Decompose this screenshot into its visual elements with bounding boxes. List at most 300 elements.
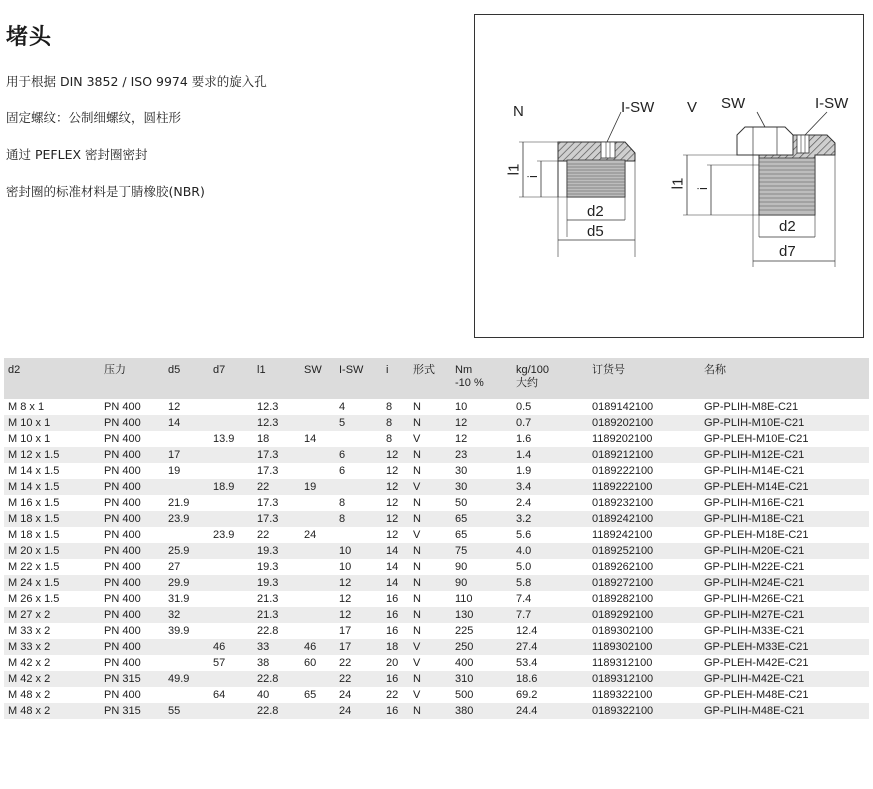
- cell-form: V: [413, 529, 421, 541]
- cell-name: GP-PLIH-M16E-C21: [704, 497, 805, 509]
- cell-sw: [300, 495, 335, 511]
- cell-d2: M 12 x 1.5: [4, 447, 100, 463]
- cell-nm: 10: [455, 401, 468, 413]
- cell-isw: 6: [339, 465, 346, 477]
- table-row: [4, 399, 869, 415]
- cell-isw: 12: [339, 593, 352, 605]
- cell-order: 0189252100: [588, 543, 700, 559]
- cell-name: GP-PLIH-M14E-C21: [704, 465, 805, 477]
- cell-i: 14: [382, 543, 409, 559]
- header-nm: [451, 358, 512, 399]
- cell-d2: M 48 x 2: [4, 703, 100, 719]
- cell-isw: 24: [339, 689, 352, 701]
- header-d7: d7: [209, 358, 253, 399]
- cell-d7: [209, 607, 253, 623]
- cell-d2: M 26 x 1.5: [8, 593, 60, 605]
- cell-form: N: [409, 575, 451, 591]
- cell-d7: [209, 511, 253, 527]
- cell-isw: 5: [335, 415, 382, 431]
- cell-pressure: PN 400: [100, 415, 164, 431]
- cell-l1: 18: [257, 433, 270, 445]
- cell-kg: 12.4: [516, 625, 538, 637]
- page-title: 堵头: [6, 25, 53, 50]
- cell-l1: 17.3: [253, 511, 300, 527]
- header-pressure: 压力: [100, 358, 164, 399]
- cell-name: GP-PLEH-M42E-C21: [704, 657, 809, 669]
- cell-pressure: PN 400: [100, 543, 164, 559]
- cell-order: 0189302100: [592, 625, 654, 637]
- cell-form: V: [409, 639, 451, 655]
- cell-name: GP-PLIH-M22E-C21: [704, 561, 805, 573]
- cell-nm: 75: [451, 543, 512, 559]
- cell-name: GP-PLIH-M24E-C21: [700, 575, 869, 591]
- cell-nm: 65: [451, 511, 512, 527]
- cell-name: GP-PLIH-M18E-C21: [700, 511, 869, 527]
- cell-order: 0189312100: [588, 671, 700, 687]
- cell-name: GP-PLIH-M27E-C21: [700, 607, 869, 623]
- label-v: V: [687, 99, 698, 116]
- cell-isw: 24: [335, 703, 382, 719]
- cell-sw: [300, 575, 335, 591]
- cell-isw: [335, 431, 382, 447]
- cell-l1: 40: [257, 689, 270, 701]
- cell-i: 12: [386, 465, 399, 477]
- cell-kg: 69.2: [516, 689, 538, 701]
- cell-d2: M 33 x 2: [8, 625, 51, 637]
- cell-i: 12: [386, 529, 399, 541]
- cell-i: 12: [382, 511, 409, 527]
- cell-pressure: PN 400: [100, 447, 164, 463]
- cell-nm: 30: [451, 479, 512, 495]
- cell-name: GP-PLEH-M10E-C21: [704, 433, 809, 445]
- cell-i: 18: [382, 639, 409, 655]
- cell-form: N: [409, 543, 451, 559]
- table-body: [4, 399, 869, 719]
- cell-form: N: [409, 607, 451, 623]
- cell-d5: 29.9: [164, 575, 209, 591]
- header-sw: SW: [300, 358, 335, 399]
- table-row: [4, 703, 869, 719]
- cell-isw: 8: [339, 497, 346, 509]
- cell-form: N: [413, 593, 421, 605]
- cell-order: 0189202100: [588, 415, 700, 431]
- cell-isw: [335, 527, 382, 543]
- cell-l1: 19.3: [253, 575, 300, 591]
- cell-pressure: PN 400: [104, 529, 141, 541]
- cell-l1: 12.3: [253, 415, 300, 431]
- cell-form: N: [409, 703, 451, 719]
- cell-l1: 22: [253, 479, 300, 495]
- cell-order: 1189202100: [592, 433, 653, 445]
- spec-table: [4, 358, 869, 719]
- cell-i: 12: [382, 479, 409, 495]
- cell-order: 1189312100: [592, 657, 653, 669]
- cell-form: V: [413, 433, 421, 445]
- cell-form: N: [413, 401, 421, 413]
- cell-form: N: [409, 671, 451, 687]
- cell-d5: 39.9: [168, 625, 190, 637]
- cell-sw: [300, 559, 335, 575]
- cell-i: 8: [386, 433, 393, 445]
- cell-sw: 24: [304, 529, 317, 541]
- label-i-left: i: [524, 175, 540, 178]
- label-d2-left: d2: [587, 203, 604, 220]
- cell-order: 0189142100: [592, 401, 654, 413]
- header-name: 名称: [700, 358, 869, 399]
- cell-order: 0189222100: [592, 465, 654, 477]
- cell-i: 14: [382, 575, 409, 591]
- cell-kg: 3.2: [512, 511, 588, 527]
- cell-isw: 8: [335, 511, 382, 527]
- cell-d5: [164, 479, 209, 495]
- cell-pressure: PN 400: [104, 593, 141, 605]
- cell-d5: [164, 687, 209, 703]
- table-row: [4, 463, 869, 479]
- cell-kg: 0.7: [512, 415, 588, 431]
- cell-nm: 110: [455, 593, 473, 605]
- cell-i: 8: [382, 415, 409, 431]
- cell-kg: 3.4: [512, 479, 588, 495]
- cell-l1: 22.8: [253, 703, 300, 719]
- cell-d5: [164, 527, 209, 543]
- cell-order: 1189322100: [592, 689, 653, 701]
- cell-d7: [209, 575, 253, 591]
- cell-d5: 23.9: [164, 511, 209, 527]
- cell-d5: 19: [168, 465, 181, 477]
- cell-nm: 50: [455, 497, 468, 509]
- cell-order: 0189272100: [588, 575, 700, 591]
- cell-l1: 22: [257, 529, 270, 541]
- description-line: 通过 PEFLEX 密封圈密封: [6, 147, 148, 162]
- cell-kg: 2.4: [516, 497, 532, 509]
- cell-d2: M 27 x 2: [4, 607, 100, 623]
- label-i-right: i: [694, 187, 710, 190]
- cell-i: 22: [386, 689, 399, 701]
- label-d5: d5: [587, 223, 604, 240]
- cell-d7: 46: [209, 639, 253, 655]
- cell-d5: 55: [164, 703, 209, 719]
- cell-l1: 21.3: [257, 593, 279, 605]
- cell-d5: 27: [168, 561, 181, 573]
- cell-nm: 130: [451, 607, 512, 623]
- cell-nm: 500: [455, 689, 474, 701]
- cell-i: 12: [382, 447, 409, 463]
- cell-d2: M 14 x 1.5: [4, 479, 100, 495]
- cell-kg: 18.6: [512, 671, 588, 687]
- cell-pressure: PN 400: [100, 479, 164, 495]
- description-line: 密封圈的标准材料是丁腈橡胶(NBR): [6, 184, 205, 199]
- table-row: [4, 655, 869, 671]
- cell-d7: 13.9: [213, 433, 235, 445]
- table-row: [4, 479, 869, 495]
- header-nm-line2: -10 %: [455, 377, 484, 389]
- cell-d7: [209, 559, 253, 575]
- cell-d2: M 18 x 1.5: [8, 529, 60, 541]
- header-kg-line1: kg/100: [516, 364, 550, 376]
- table-row: [4, 687, 869, 703]
- cell-name: GP-PLIH-M33E-C21: [704, 625, 805, 637]
- cell-isw: 10: [339, 561, 352, 573]
- cell-name: GP-PLIH-M26E-C21: [704, 593, 805, 605]
- table-row: [4, 639, 869, 655]
- cell-nm: 400: [455, 657, 474, 669]
- header-isw: I-SW: [335, 358, 382, 399]
- cell-form: V: [413, 689, 421, 701]
- cell-d5: [164, 655, 209, 671]
- cell-order: 1189302100: [588, 639, 700, 655]
- cell-name: GP-PLIH-M42E-C21: [700, 671, 869, 687]
- cell-kg: 53.4: [516, 657, 538, 669]
- header-order: 订货号: [588, 358, 700, 399]
- cell-kg: 27.4: [512, 639, 588, 655]
- label-n: N: [513, 103, 524, 120]
- header-d2: d2: [4, 358, 100, 399]
- cell-d7: [209, 591, 253, 607]
- table-header-row: [4, 358, 869, 399]
- cell-order: 0189282100: [592, 593, 654, 605]
- header-i: i: [382, 358, 409, 399]
- table-row: [4, 607, 869, 623]
- cell-d2: M 48 x 2: [8, 689, 51, 701]
- cell-nm: 30: [455, 465, 468, 477]
- cell-form: N: [409, 511, 451, 527]
- cell-d2: M 16 x 1.5: [8, 497, 60, 509]
- header-d5: d5: [164, 358, 209, 399]
- cell-sw: 46: [300, 639, 335, 655]
- cell-nm: 90: [451, 575, 512, 591]
- cell-sw: 65: [304, 689, 317, 701]
- cell-nm: 12: [451, 415, 512, 431]
- cell-pressure: PN 400: [100, 607, 164, 623]
- cell-d5: 32: [164, 607, 209, 623]
- cell-form: N: [409, 415, 451, 431]
- cell-isw: 12: [335, 575, 382, 591]
- cell-l1: 22.8: [253, 671, 300, 687]
- cell-nm: 12: [455, 433, 468, 445]
- cell-kg: 5.6: [516, 529, 532, 541]
- cell-l1: 17.3: [257, 465, 279, 477]
- description-line: 固定螺纹：公制细螺纹，圆柱形: [6, 110, 182, 125]
- table-row: [4, 591, 869, 607]
- cell-d7: [209, 671, 253, 687]
- cell-l1: 12.3: [257, 401, 279, 413]
- cell-order: 0189242100: [588, 511, 700, 527]
- cell-nm: 65: [455, 529, 468, 541]
- cell-name: GP-PLEH-M14E-C21: [700, 479, 869, 495]
- cell-sw: [300, 399, 335, 415]
- cell-order: 1189242100: [592, 529, 653, 541]
- cell-kg: 5.0: [516, 561, 532, 573]
- cell-d2: M 20 x 1.5: [4, 543, 100, 559]
- cell-form: V: [409, 479, 451, 495]
- cell-i: 16: [382, 671, 409, 687]
- cell-l1: 17.3: [257, 497, 279, 509]
- cell-pressure: PN 400: [104, 497, 141, 509]
- cell-d7: [209, 399, 253, 415]
- cell-pressure: PN 400: [104, 689, 141, 701]
- cell-form: N: [413, 561, 421, 573]
- cell-sw: [300, 591, 335, 607]
- cell-kg: 24.4: [512, 703, 588, 719]
- cell-name: GP-PLIH-M12E-C21: [700, 447, 869, 463]
- cell-d2: M 42 x 2: [8, 657, 51, 669]
- cell-l1: 19.3: [257, 561, 279, 573]
- table-row: [4, 623, 869, 639]
- cell-form: N: [413, 497, 421, 509]
- cell-d7: [209, 495, 253, 511]
- cell-isw: 12: [335, 607, 382, 623]
- cell-d5: [164, 639, 209, 655]
- cell-isw: 22: [339, 657, 352, 669]
- cell-pressure: PN 400: [104, 401, 141, 413]
- table-row: [4, 543, 869, 559]
- cell-kg: 0.5: [516, 401, 532, 413]
- cell-sw: [300, 511, 335, 527]
- cell-d7: [209, 623, 253, 639]
- label-l1-left: l1: [505, 163, 523, 176]
- cell-l1: 38: [257, 657, 270, 669]
- cell-pressure: PN 400: [104, 561, 141, 573]
- label-sw: SW: [721, 95, 746, 112]
- cell-pressure: PN 400: [104, 465, 141, 477]
- cell-sw: 60: [304, 657, 317, 669]
- cell-name: GP-PLIH-M10E-C21: [700, 415, 869, 431]
- cell-d7: 64: [213, 689, 226, 701]
- cell-kg: 7.7: [512, 607, 588, 623]
- cell-sw: [300, 607, 335, 623]
- plug-n-drawing: [519, 112, 635, 257]
- cell-d5: 49.9: [164, 671, 209, 687]
- cell-kg: 7.4: [516, 593, 532, 605]
- cell-sw: [300, 543, 335, 559]
- table-row: [4, 447, 869, 463]
- table-row: [4, 527, 869, 543]
- cell-sw: [300, 463, 335, 479]
- label-isw-right: I-SW: [815, 95, 849, 112]
- cell-order: 1189222100: [588, 479, 700, 495]
- cell-sw: [300, 447, 335, 463]
- cell-d2: M 22 x 1.5: [8, 561, 60, 573]
- cell-kg: 4.0: [512, 543, 588, 559]
- cell-name: GP-PLIH-M8E-C21: [704, 401, 799, 413]
- cell-name: GP-PLEH-M33E-C21: [700, 639, 869, 655]
- cell-kg: 5.8: [512, 575, 588, 591]
- cell-d7: [209, 463, 253, 479]
- table-row: [4, 559, 869, 575]
- cell-d7: [209, 703, 253, 719]
- cell-isw: 4: [339, 401, 346, 413]
- cell-pressure: PN 400: [100, 511, 164, 527]
- cell-nm: 90: [455, 561, 468, 573]
- cell-d5: 21.9: [168, 497, 190, 509]
- cell-d2: M 8 x 1: [8, 401, 45, 413]
- cell-name: GP-PLEH-M18E-C21: [704, 529, 809, 541]
- cell-d2: M 24 x 1.5: [4, 575, 100, 591]
- cell-i: 14: [386, 561, 399, 573]
- cell-form: N: [409, 447, 451, 463]
- table-row: [4, 511, 869, 527]
- cell-sw: 14: [304, 433, 317, 445]
- technical-drawing: [474, 14, 864, 338]
- cell-pressure: PN 400: [100, 575, 164, 591]
- cell-d2: M 10 x 1: [4, 415, 100, 431]
- cell-isw: 17: [335, 639, 382, 655]
- cell-d2: M 10 x 1: [8, 433, 51, 445]
- cell-l1: 19.3: [253, 543, 300, 559]
- cell-isw: 22: [335, 671, 382, 687]
- cell-form: N: [413, 625, 421, 637]
- cell-form: V: [413, 657, 421, 669]
- cell-nm: 310: [451, 671, 512, 687]
- table-row: [4, 671, 869, 687]
- cell-sw: [300, 415, 335, 431]
- header-form: 形式: [409, 358, 451, 399]
- table-row: [4, 495, 869, 511]
- cell-d7: [209, 447, 253, 463]
- table-row: [4, 431, 869, 447]
- cell-pressure: PN 400: [104, 433, 141, 445]
- header-kg: [512, 358, 588, 399]
- cell-nm: 380: [451, 703, 512, 719]
- cell-d2: M 42 x 2: [4, 671, 100, 687]
- label-d7: d7: [779, 243, 796, 260]
- cell-form: N: [413, 465, 421, 477]
- header-kg-line2: 大约: [516, 377, 538, 389]
- cell-d7: [209, 415, 253, 431]
- cell-i: 16: [386, 593, 399, 605]
- cell-sw: [300, 671, 335, 687]
- cell-order: 0189322100: [588, 703, 700, 719]
- cell-pressure: PN 315: [100, 671, 164, 687]
- cell-isw: 10: [335, 543, 382, 559]
- cell-d5: 31.9: [168, 593, 190, 605]
- cell-d5: 12: [168, 401, 181, 413]
- cell-l1: 17.3: [253, 447, 300, 463]
- cell-kg: 1.4: [512, 447, 588, 463]
- cell-pressure: PN 400: [100, 639, 164, 655]
- cell-kg: 1.9: [516, 465, 532, 477]
- cell-d5: [164, 431, 209, 447]
- cell-isw: [335, 479, 382, 495]
- table-row: [4, 415, 869, 431]
- cell-d5: 25.9: [164, 543, 209, 559]
- cell-name: GP-PLEH-M48E-C21: [704, 689, 809, 701]
- cell-d7: 23.9: [213, 529, 235, 541]
- cell-d5: 14: [164, 415, 209, 431]
- cell-nm: 23: [451, 447, 512, 463]
- cell-order: 0189232100: [592, 497, 654, 509]
- cell-i: 20: [386, 657, 399, 669]
- cell-kg: 1.6: [516, 433, 532, 445]
- cell-d2: M 18 x 1.5: [4, 511, 100, 527]
- cell-d5: 17: [164, 447, 209, 463]
- label-d2-right: d2: [779, 218, 796, 235]
- cell-sw: 19: [300, 479, 335, 495]
- cell-d7: 18.9: [209, 479, 253, 495]
- cell-order: 0189262100: [592, 561, 654, 573]
- cell-l1: 21.3: [253, 607, 300, 623]
- cell-sw: [300, 623, 335, 639]
- cell-d2: M 33 x 2: [4, 639, 100, 655]
- description-line: 用于根据 DIN 3852 / ISO 9974 要求的旋入孔: [6, 74, 267, 89]
- cell-nm: 225: [455, 625, 474, 637]
- cell-pressure: PN 400: [104, 625, 141, 637]
- label-l1-right: l1: [669, 177, 687, 190]
- cell-isw: 6: [335, 447, 382, 463]
- table-row: [4, 575, 869, 591]
- cell-order: 0189212100: [588, 447, 700, 463]
- cell-i: 16: [382, 703, 409, 719]
